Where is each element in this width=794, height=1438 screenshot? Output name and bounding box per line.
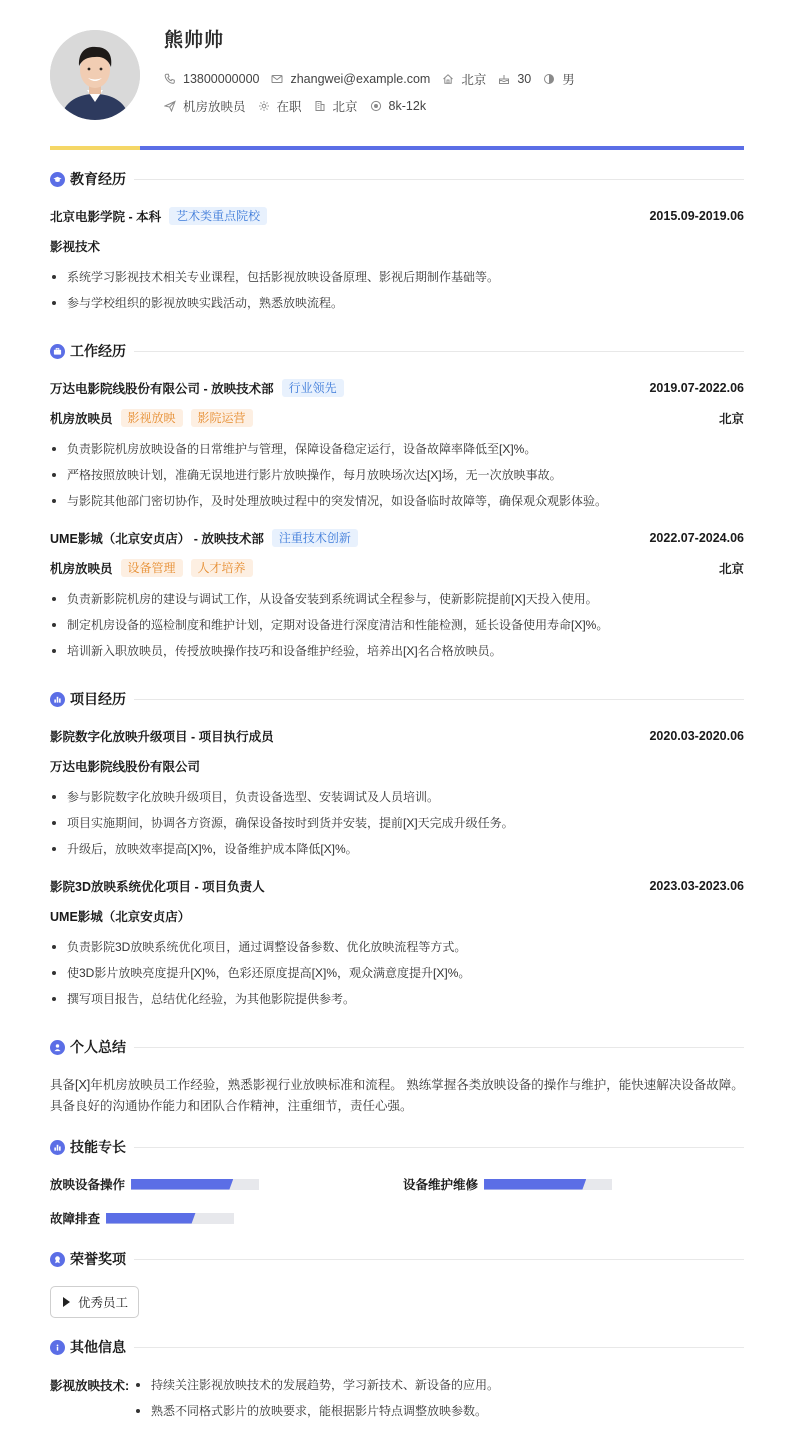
list-item: 参与影院数字化放映升级项目，负责设备选型、安装调试及人员培训。 (50, 788, 744, 806)
section-awards-header (50, 1250, 744, 1268)
hometown-value: 北京 (461, 73, 487, 87)
list-item: 持续关注影视放映技术的发展趋势，学习新技术、新设备的应用。 (134, 1376, 499, 1394)
skill-tag: 人才培养 (191, 559, 253, 577)
project-name: 影院3D放映系统优化项目 - 项目负责人 (50, 880, 265, 894)
education-date: 2015.09-2019.06 (649, 209, 744, 223)
skill-item (50, 1209, 234, 1227)
skill-bar-fill (484, 1179, 586, 1190)
position-value: 机房放映员 (183, 100, 246, 114)
section-work-header (50, 342, 744, 360)
skill-name: 故障排查 (50, 1212, 101, 1226)
project-header-row (50, 877, 744, 895)
project-date: 2020.03-2020.06 (649, 729, 744, 743)
resume-header (50, 30, 744, 122)
section-education-header (50, 170, 744, 188)
age-item (498, 72, 531, 86)
skill-name: 放映设备操作 (50, 1178, 126, 1192)
section-other-header (50, 1338, 744, 1356)
graduation-cap-icon (50, 172, 65, 187)
company-name: 万达电影院线股份有限公司 - 放映技术部 (50, 382, 274, 396)
list-item: 负责新影院机房的建设与调试工作，从设备安装到系统调试全程参与，使新影院提前[X]天投入使用。 (50, 590, 744, 608)
project-org-row (50, 907, 744, 925)
phone-icon (164, 73, 176, 85)
list-item: 与影院其他部门密切协作，及时处理放映过程中的突发情况，如设备临时故障等，确保观众观影体验。 (50, 492, 744, 510)
gender-icon (543, 73, 555, 85)
work-location: 北京 (718, 562, 744, 576)
chart-icon (50, 692, 65, 707)
section-rule (134, 351, 744, 352)
section-rule (134, 1259, 744, 1260)
section-summary-header (50, 1038, 744, 1056)
section-title: 个人总结 (70, 1039, 126, 1055)
avatar (50, 30, 140, 120)
divider-accent-yellow (50, 146, 140, 150)
project-org-row (50, 757, 744, 775)
send-icon (164, 100, 176, 112)
section-rule (134, 179, 744, 180)
section-projects-header (50, 690, 744, 708)
building-icon (314, 100, 326, 112)
list-item: 参与学校组织的影视放映实践活动，熟悉放映流程。 (50, 294, 744, 312)
section-title: 教育经历 (70, 171, 126, 187)
school-tag: 艺术类重点院校 (169, 207, 267, 225)
award-label: 优秀员工 (78, 1296, 129, 1310)
section-rule (134, 1347, 744, 1348)
work-header-row (50, 379, 744, 397)
list-item: 熟悉不同格式影片的放映要求，能根据影片特点调整放映参数。 (134, 1402, 487, 1420)
divider-accent-blue (140, 146, 744, 150)
list-item: 制定机房设备的巡检制度和维护计划，定期对设备进行深度清洁和性能检测，延长设备使用寿命[X]%。 (50, 616, 744, 634)
list-item: 撰写项目报告，总结优化经验，为其他影院提供参考。 (50, 990, 744, 1008)
hometown-item (442, 70, 486, 88)
work-location: 北京 (718, 412, 744, 426)
work-role-row (50, 559, 744, 577)
section-title: 工作经历 (70, 343, 126, 359)
coin-icon (370, 100, 382, 112)
skill-bar-fill (131, 1179, 233, 1190)
position-item (164, 97, 246, 115)
skill-tag: 影院运营 (191, 409, 253, 427)
list-item: 负责影院机房放映设备的日常维护与管理，保障设备稳定运行，设备故障率降低至[X]%。 (50, 440, 744, 458)
phone-item (164, 72, 259, 86)
header-divider (50, 146, 744, 150)
work-date: 2022.07-2024.06 (649, 531, 744, 545)
list-item: 严格按照放映计划，准确无误地进行影片放映操作，每月放映场次达[X]场，无一次放映事故。 (50, 466, 744, 484)
cake-icon (498, 73, 510, 85)
email-value: zhangwei@example.com (290, 72, 431, 86)
job-role: 机房放映员 (50, 562, 113, 576)
list-item: 系统学习影视技术相关专业课程，包括影视放映设备原理、影视后期制作基础等。 (50, 268, 744, 286)
company-name: UME影城（北京安贞店） - 放映技术部 (50, 532, 264, 546)
summary-text: 具备[X]年机房放映员工作经验，熟悉影视行业放映标准和流程。 熟练掌握各类放映设备的操作与维护，能快速解决设备故障。 具备良好的沟通协作能力和团队合作精神，注重细节，责任心强。 (50, 1078, 744, 1113)
project-date: 2023.03-2023.06 (649, 879, 744, 893)
salary-item (370, 99, 427, 113)
phone-value: 13800000000 (183, 72, 260, 86)
gear-icon (258, 100, 270, 112)
major: 影视技术 (50, 240, 101, 254)
candidate-name: 熊帅帅 (164, 30, 225, 51)
list-item: 使3D影片放映亮度提升[X]%，色彩还原度提高[X]%，观众满意度提升[X]%。 (50, 964, 744, 982)
project-org: UME影城（北京安贞店） (50, 910, 191, 924)
status-item (258, 97, 302, 115)
company-tag: 注重技术创新 (272, 529, 358, 547)
work-header-row (50, 529, 744, 547)
contact-row (164, 71, 587, 87)
list-item: 负责影院3D放映系统优化项目，通过调整设备参数、优化放映流程等方式。 (50, 938, 744, 956)
email-item (271, 72, 430, 86)
job-role: 机房放映员 (50, 412, 113, 426)
project-name: 影院数字化放映升级项目 - 项目执行成员 (50, 730, 274, 744)
skill-bar (131, 1179, 259, 1190)
other-label: 影视放映技术: (50, 1379, 130, 1393)
section-title: 其他信息 (70, 1339, 126, 1355)
section-rule (134, 699, 744, 700)
section-skills-header (50, 1138, 744, 1156)
section-title: 技能专长 (70, 1139, 126, 1155)
skill-bar (106, 1213, 234, 1224)
status-value: 在职 (276, 100, 302, 114)
section-title: 荣誉奖项 (70, 1251, 126, 1267)
gender-value: 男 (562, 73, 575, 87)
skill-bar-fill (106, 1213, 196, 1224)
skill-item (403, 1175, 612, 1193)
skill-name: 设备维护维修 (403, 1178, 479, 1192)
school-name: 北京电影学院 - 本科 (50, 210, 162, 224)
list-item: 项目实施期间，协调各方资源，确保设备按时到货并安装，提前[X]天完成升级任务。 (50, 814, 744, 832)
work-role-row (50, 409, 744, 427)
job-intent-row (164, 98, 438, 114)
section-rule (134, 1147, 744, 1148)
gender-item (543, 70, 575, 88)
education-header-row (50, 207, 744, 225)
bar-chart-icon (50, 1140, 65, 1155)
award-item (50, 1286, 139, 1318)
education-major-row (50, 237, 744, 255)
age-value: 30 (517, 72, 532, 86)
project-header-row (50, 727, 744, 745)
skill-bar (484, 1179, 612, 1190)
project-org: 万达电影院线股份有限公司 (50, 760, 201, 774)
skill-item (50, 1175, 259, 1193)
list-item: 培训新入职放映员，传授放映操作技巧和设备维护经验，培养出[X]名合格放映员。 (50, 642, 744, 660)
work-date: 2019.07-2022.06 (649, 381, 744, 395)
list-item: 升级后，放映效率提高[X]%，设备维护成本降低[X]%。 (50, 840, 744, 858)
skill-tag: 影视放映 (121, 409, 183, 427)
section-title: 项目经历 (70, 691, 126, 707)
salary-value: 8k-12k (388, 99, 427, 113)
briefcase-icon (50, 344, 65, 359)
city-item (314, 97, 358, 115)
play-icon (63, 1297, 70, 1307)
skill-tag: 设备管理 (121, 559, 183, 577)
info-icon (50, 1340, 65, 1355)
section-rule (134, 1047, 744, 1048)
avatar-portrait-image (50, 30, 140, 120)
city-value: 北京 (332, 100, 358, 114)
company-tag: 行业领先 (282, 379, 344, 397)
home-icon (442, 73, 454, 85)
medal-icon (50, 1252, 65, 1267)
mail-icon (271, 73, 283, 85)
user-icon (50, 1040, 65, 1055)
